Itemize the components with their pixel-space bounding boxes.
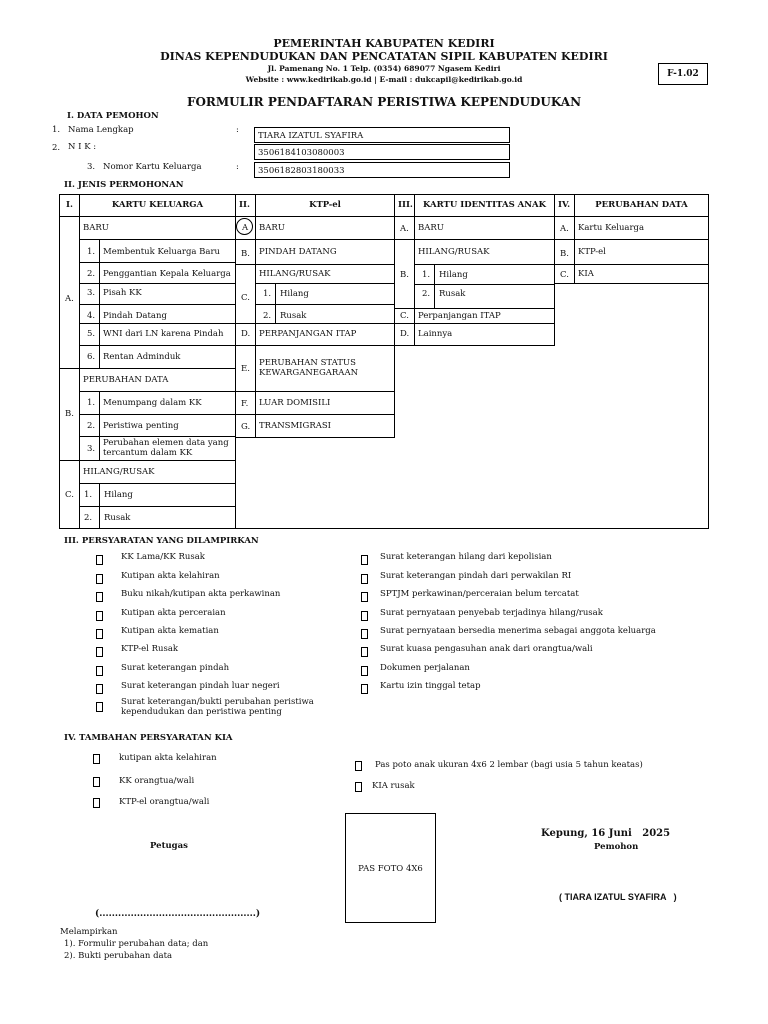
ktp-c-item-1-num: 1.	[255, 283, 276, 305]
checkbox[interactable]	[96, 611, 103, 621]
ktp-c-letter: C.	[235, 264, 256, 324]
kk-b-item-1-num: 1.	[79, 391, 100, 415]
header-agency: DINAS KEPENDUDUKAN DAN PENCATATAN SIPIL KABUPATEN KEDIRI	[160, 50, 608, 63]
requirement-right-7: Dokumen perjalanan	[380, 663, 470, 673]
kk-item-1-num: 1.	[79, 239, 100, 263]
ktp-a-letter: A	[235, 216, 256, 240]
kia-requirement-right-2: KIA rusak	[372, 781, 415, 791]
ktp-perubahan-status[interactable]: PERUBAHAN STATUS KEWARGANEGARAAN	[255, 345, 395, 392]
checkbox[interactable]	[96, 647, 103, 657]
requirement-left-1: KK Lama/KK Rusak	[121, 552, 205, 562]
ktp-hilang-rusak[interactable]: HILANG/RUSAK	[255, 264, 395, 284]
col-head-pd: PERUBAHAN DATA	[574, 194, 709, 217]
col-head-kk: KARTU KELUARGA	[79, 194, 236, 217]
checkbox[interactable]	[93, 777, 100, 787]
kk-item-6-num: 6.	[79, 345, 100, 369]
kk-c-letter: C.	[59, 460, 80, 529]
kk-number-num: 3.	[87, 162, 96, 172]
kk-item-4-num: 4.	[79, 304, 100, 324]
requirement-right-3: SPTJM perkawinan/perceraian belum tercatat	[380, 589, 579, 599]
ktp-c-item-2-num: 2.	[255, 304, 276, 324]
kia-requirement-left-2: KK orangtua/wali	[119, 776, 195, 786]
section-4-heading: IV. TAMBAHAN PERSYARATAN KIA	[64, 733, 233, 743]
kia-baru[interactable]: BARU	[414, 216, 555, 240]
requirement-left-8: Surat keterangan pindah luar negeri	[121, 681, 280, 691]
header-website: Website : www.kedirikab.go.id | E-mail : dukcapil@kedirikab.go.id	[245, 75, 523, 84]
applicant-name-sep: :	[236, 125, 239, 135]
ktp-luar-domisili[interactable]: LUAR DOMISILI	[255, 391, 395, 415]
kia-d-letter: D.	[394, 323, 415, 346]
header-government: PEMERINTAH KABUPATEN KEDIRI	[273, 37, 495, 50]
applicant-name-field[interactable]: TIARA IZATUL SYAFIRA	[254, 127, 510, 143]
kia-requirement-right-1: Pas poto anak ukuran 4x6 2 lembar (bagi usia 5 tahun keatas)	[375, 760, 643, 770]
requirement-left-7: Surat keterangan pindah	[121, 663, 230, 673]
kk-item-4[interactable]: Pindah Datang	[99, 304, 236, 324]
ktp-f-letter: F.	[235, 391, 256, 415]
kia-perpanjangan-itap[interactable]: Perpanjangan ITAP	[414, 308, 555, 324]
pemohon-name: ( TIARA IZATUL SYAFIRA )	[559, 892, 677, 902]
checkbox[interactable]	[93, 754, 100, 764]
kk-b-item-2-num: 2.	[79, 414, 100, 437]
requirement-left-3: Buku nikah/kutipan akta perkawinan	[121, 589, 281, 599]
kia-b-letter: B.	[394, 239, 415, 309]
kia-requirement-left-3: KTP-el orangtua/wali	[119, 797, 210, 807]
checkbox[interactable]	[361, 647, 368, 657]
kk-item-2-num: 2.	[79, 262, 100, 284]
col-head-kia: KARTU IDENTITAS ANAK	[414, 194, 555, 217]
kia-b-item-2[interactable]: Rusak	[434, 284, 555, 309]
checkbox[interactable]	[361, 611, 368, 621]
col-num-3: III.	[394, 194, 415, 217]
checkbox[interactable]	[361, 629, 368, 639]
kk-b-item-3[interactable]: Perubahan elemen data yang tercantum dalam KK	[99, 436, 236, 461]
kk-b-item-3-num: 3.	[79, 436, 100, 461]
kk-number-label: Nomor Kartu Keluarga	[103, 162, 202, 172]
requirement-left-9: Surat keterangan/bukti perubahan peristiwa kependudukan dan peristiwa penting	[121, 697, 314, 717]
kk-item-5-num: 5.	[79, 323, 100, 346]
pd-c-letter: C.	[554, 264, 575, 284]
checkbox[interactable]	[96, 592, 103, 602]
section-2-heading: II. JENIS PERMOHONAN	[64, 180, 184, 190]
kk-item-3-num: 3.	[79, 283, 100, 305]
requirement-right-5: Surat pernyataan bersedia menerima sebagai anggota keluarga	[380, 626, 656, 636]
kk-hilang-rusak[interactable]: HILANG/RUSAK	[79, 460, 236, 484]
requirement-right-4: Surat pernyataan penyebab terjadinya hilang/rusak	[380, 608, 603, 618]
kia-a-letter: A.	[394, 216, 415, 240]
kia-b-item-1[interactable]: Hilang	[434, 264, 555, 285]
pd-b-letter: B.	[554, 239, 575, 265]
pd-kia[interactable]: KIA	[574, 264, 709, 284]
section-3-heading: III. PERSYARATAN YANG DILAMPIRKAN	[64, 536, 259, 546]
kia-lainnya[interactable]: Lainnya	[414, 323, 555, 346]
applicant-name-num: 1.	[52, 125, 61, 135]
kk-a-letter: A.	[59, 216, 80, 369]
ktp-g-letter: G.	[235, 414, 256, 438]
kia-requirement-left-1: kutipan akta kelahiran	[119, 753, 217, 763]
checkbox[interactable]	[361, 555, 368, 565]
col-head-ktp: KTP-el	[255, 194, 395, 217]
kia-b-item-1-num: 1.	[414, 264, 435, 285]
ktp-e-letter: E.	[235, 345, 256, 392]
requirement-left-5: Kutipan akta kematian	[121, 626, 219, 636]
applicant-name-label: Nama Lengkap	[68, 125, 134, 135]
kk-number-field[interactable]: 3506182803180033	[254, 162, 510, 178]
ktp-b-letter: B.	[235, 239, 256, 265]
selected-circle-mark	[236, 218, 253, 235]
kia-hilang-rusak[interactable]: HILANG/RUSAK	[414, 239, 555, 265]
checkbox[interactable]	[355, 782, 362, 792]
kk-perubahan-data[interactable]: PERUBAHAN DATA	[79, 368, 236, 392]
header-address: Jl. Pamenang No. 1 Telp. (0354) 689077 Ngasem Kediri	[267, 64, 501, 73]
attachment-item-1: 1). Formulir perubahan data; dan	[64, 939, 209, 949]
section-1-heading: I. DATA PEMOHON	[67, 111, 159, 121]
checkbox[interactable]	[96, 702, 103, 712]
nik-field[interactable]: 3506184103080003	[254, 144, 510, 160]
kk-number-sep: :	[236, 162, 239, 172]
pemohon-label: Pemohon	[594, 842, 639, 852]
table-bottom-border	[235, 528, 709, 529]
checkbox[interactable]	[96, 629, 103, 639]
col-num-1: I.	[59, 194, 80, 217]
ktp-perpanjangan-itap[interactable]: PERPANJANGAN ITAP	[255, 323, 395, 346]
attachments-heading: Melampirkan	[60, 927, 118, 937]
checkbox[interactable]	[355, 761, 362, 771]
kk-item-2[interactable]: Penggantian Kepala Keluarga	[99, 262, 236, 284]
ktp-c-item-2[interactable]: Rusak	[275, 304, 395, 324]
kk-item-1[interactable]: Membentuk Keluarga Baru	[99, 239, 236, 263]
requirement-right-2: Surat keterangan pindah dari perwakilan RI	[380, 571, 572, 581]
checkbox[interactable]	[361, 592, 368, 602]
checkbox[interactable]	[93, 798, 100, 808]
requirement-right-6: Surat kuasa pengasuhan anak dari orangtua/wali	[380, 644, 593, 654]
pd-kartu-keluarga[interactable]: Kartu Keluarga	[574, 216, 709, 240]
form-code: F-1.02	[658, 63, 708, 85]
kia-b-item-2-num: 2.	[414, 284, 435, 309]
nik-label: N I K :	[68, 142, 97, 152]
photo-box	[345, 813, 436, 923]
petugas-signature-line: (..................................................)	[95, 909, 261, 919]
requirement-left-4: Kutipan akta perceraian	[121, 608, 226, 618]
pd-ktp-el[interactable]: KTP-el	[574, 239, 709, 265]
ktp-transmigrasi[interactable]: TRANSMIGRASI	[255, 414, 395, 438]
ktp-pindah-datang[interactable]: PINDAH DATANG	[255, 239, 395, 265]
checkbox[interactable]	[96, 555, 103, 565]
checkbox[interactable]	[361, 684, 368, 694]
requirement-left-2: Kutipan akta kelahiran	[121, 571, 220, 581]
kk-baru[interactable]: BARU	[79, 216, 236, 240]
kia-c-letter: C.	[394, 308, 415, 324]
pd-a-letter: A.	[554, 216, 575, 240]
ktp-d-letter: D.	[235, 323, 256, 346]
requirement-left-6: KTP-el Rusak	[121, 644, 179, 654]
requirement-right-8: Kartu izin tinggal tetap	[380, 681, 481, 691]
photo-label: PAS FOTO 4X6	[358, 864, 423, 874]
kk-item-6[interactable]: Rentan Adminduk	[99, 345, 236, 369]
checkbox[interactable]	[361, 666, 368, 676]
checkbox[interactable]	[96, 666, 103, 676]
kk-item-3[interactable]: Pisah KK	[99, 283, 236, 305]
kk-b-item-2[interactable]: Peristiwa penting	[99, 414, 236, 437]
form-title: FORMULIR PENDAFTARAN PERISTIWA KEPENDUDUKAN	[186, 95, 582, 109]
kk-item-5[interactable]: WNI dari LN karena Pindah	[99, 323, 236, 346]
ktp-c-item-1[interactable]: Hilang	[275, 283, 395, 305]
checkbox[interactable]	[96, 574, 103, 584]
ktp-baru[interactable]: BARU	[255, 216, 395, 240]
checkbox[interactable]	[96, 684, 103, 694]
kk-c-item-2[interactable]: Rusak	[99, 506, 236, 529]
requirement-right-1: Surat keterangan hilang dari kepolisian	[380, 552, 552, 562]
col-num-2: II.	[235, 194, 256, 217]
place-date: Kepung, 16 Juni 2025	[541, 828, 671, 839]
petugas-label: Petugas	[150, 841, 188, 851]
kk-c-item-2-num: 2.	[79, 506, 100, 529]
col-num-4: IV.	[554, 194, 575, 217]
kk-c-item-1[interactable]: Hilang	[99, 483, 236, 507]
kk-b-item-1[interactable]: Menumpang dalam KK	[99, 391, 236, 415]
kk-c-item-1-num: 1.	[79, 483, 100, 507]
checkbox[interactable]	[361, 574, 368, 584]
kk-b-letter: B.	[59, 368, 80, 461]
attachment-item-2: 2). Bukti perubahan data	[64, 951, 173, 961]
nik-num: 2.	[52, 143, 61, 153]
